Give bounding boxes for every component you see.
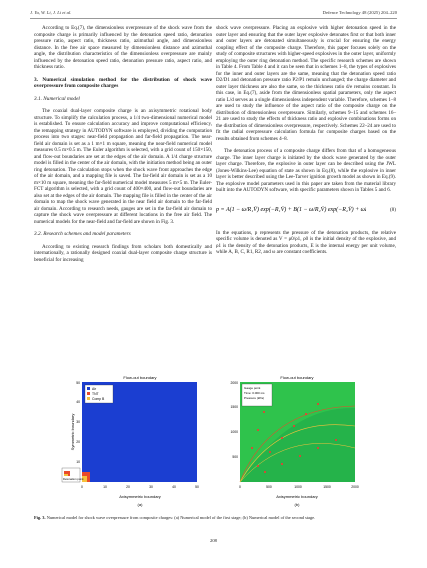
page-number: 208: [210, 538, 217, 543]
svg-text:1500: 1500: [230, 405, 238, 409]
left-boundary-label: Symmetric boundary: [70, 413, 75, 451]
paragraph: According to Eq.(7), the dimensionless overpressure of the shock wave from the composite charge is primarily influenced by the detonation speed ratio, detonation pressure ratio, aspect ratio, thickness ratio, azimuthal angle, and dimensionless distance. In the free air space measured by dimensionless distance and azimuthal angle, the distribution characteristics of the dimensionless overpressure are mainly influenced by the detonation speed ratio, detonation pressure ratio, aspect ratio, and thickness ratio.: [34, 25, 212, 70]
legend-air: Air: [92, 387, 97, 391]
left-column: [34, 25, 212, 269]
figure-caption: [34, 515, 397, 521]
svg-text:10: 10: [103, 485, 107, 489]
detonation-point-label: Detonation point: [63, 477, 84, 481]
paragraph: In the equations, p represents the pressure of the detonation products, the relative specific volume is denoted as V = ρ0/ρ1, ρ0 is the initial density of the explosive, and ρ1 is the density of the detonation products, E is the internal energy per unit volume, while A, B, C, R1, R2, and ω are constant coefficients.: [216, 229, 396, 255]
bottom-boundary-label: Axisymmetric boundary: [119, 494, 161, 499]
svg-text:0: 0: [81, 485, 83, 489]
header-journal: Defence Technology 48 (2025) 204–220: [322, 10, 397, 15]
caption-text: Numerical model for shock wave overpressure from composite charges: (a) Numerical model of the first stage; (b) Numerical model of the second stage.: [45, 515, 316, 520]
top-boundary-label: Flow-out boundary: [280, 375, 314, 380]
paragraph: The coaxial dual-layer composite charge is an axisymmetric rotational body structure. To simplify the calculation process, a 1/4 two-dimensional numerical model is established. To ensure calculation accuracy and improve computational efficiency, the remapping strategy in AUTODYN software is employed, dividing the computation process into two stages: near-field propagation and far-field propagation. The near-field air domain is set as a 1 m×1 m square, meaning the near-field numerical model measures 0.5 m×0.5 m. The Euler algorithm is selected, with a grid count of 150×150, and flow-out boundaries are set at the edges of the air domain. A 1/4 charge structure model is filled in the center of the air domain, with the initiation method being an outer ring detonation. The calculation stops when the shock wave front approaches the edge of the air domain, and a mapping file is saved. The far-field air domain is set as a 10 m×10 m square, meaning the far-field numerical model measures 5 m×5 m. The Euler-FCT algorithm is selected, with a grid count of 400×400, and flow-out boundaries are also set at the edges of the air domain. The mapping file is filled in the center of the air domain to map the shock wave generated in the near field air domain to the far-field air domain. According to research needs, gauges are set in the far-field air domain to capture the shock wave overpressure at different locations in the free air field. The numerical models for the near-field and far-field are shown in Fig. 3.: [34, 108, 212, 225]
paragraph: According to existing research findings from scholars both domestically and internationally, a rationally designed coaxial dual-layer composite charge structure is beneficial for increasing: [34, 243, 212, 263]
subsection-heading: 3.2. Research schemes and model parameters: [34, 231, 131, 238]
top-boundary-label: Flow-out boundary: [123, 375, 157, 380]
svg-text:20: 20: [126, 485, 130, 489]
legend-gauge: Gauge point: [244, 386, 261, 390]
svg-text:10: 10: [76, 460, 80, 464]
svg-text:1000: 1000: [230, 430, 238, 434]
section-heading: 3. Numerical simulation method for the distribution of shock wave overpressure from composite charges: [34, 76, 212, 90]
running-header: [30, 10, 397, 20]
right-column: [216, 25, 396, 262]
x-ticks: [81, 485, 199, 489]
figure-panel-b: [220, 368, 370, 508]
svg-text:2000: 2000: [230, 381, 238, 385]
svg-text:30: 30: [149, 485, 153, 489]
svg-text:500: 500: [266, 485, 272, 489]
figure-3: [60, 368, 370, 508]
caption-label: Fig. 3.: [34, 515, 46, 520]
svg-text:p = A(1 − ω/R₁V̄) exp(−R₁V̄) +: p = A(1 − ω/R₁V̄) exp(−R₁V̄) + B(1 − ω/R₂V̄) exp(−R₂V̄) + ωE/V̄: [216, 207, 366, 214]
equation-number: (8): [389, 207, 396, 214]
header-rule: [30, 18, 397, 19]
svg-text:1000: 1000: [294, 485, 302, 489]
y-ticks: [230, 381, 238, 459]
svg-text:40: 40: [172, 485, 176, 489]
figure-panel-a: [60, 368, 210, 508]
svg-text:0: 0: [239, 485, 241, 489]
y-ticks: [76, 381, 80, 464]
subsection-heading: 3.1. Numerical model: [34, 95, 80, 102]
panel-tag: (b): [294, 502, 300, 507]
svg-text:20: 20: [76, 440, 80, 444]
svg-text:50: 50: [195, 485, 199, 489]
legend-pressure: Pressure (kPa): [244, 396, 265, 400]
paragraph: The detonation process of a composite charge differs from that of a homogeneous charge. The inner layer charge is initiated by the shock wave generated by the outer layer charge. Therefore, the explosive in outer layer can be described using the JWL (Jones-Wilkins-Lee) equation of state as shown in Eq.(8), while the explosive in inner layer is better described using the Lee-Tarver ignition growth model as shown in Eq.(9). The explosive model parameters used in this paper are taken from the material library built into the AUTODYN software, with specific parameters shown in Tables 5 and 6.: [216, 148, 396, 193]
svg-text:30: 30: [76, 420, 80, 424]
header-authors: J. Yu, W. Li, J. Li et al.: [30, 10, 72, 15]
equation-8: [216, 200, 396, 222]
svg-text:2000: 2000: [351, 485, 359, 489]
legend-compb: Comp B: [92, 397, 105, 401]
jwl-formula: [216, 198, 390, 223]
legend-tnt: TNT: [92, 392, 99, 396]
x-ticks: [239, 485, 359, 489]
svg-text:1500: 1500: [323, 485, 331, 489]
svg-text:500: 500: [232, 455, 238, 459]
legend-time: Time: 0.000 ms: [244, 391, 265, 395]
svg-text:40: 40: [76, 400, 80, 404]
paragraph: shock wave overpressure. Placing an explosive with higher detonation speed in the outer layer and ensuring that the outer layer explosive detonates first or that both inner and outer layers are detonated simultaneously is crucial for ensuring the energy coupling effect of the composite charge. Therefore, this paper focuses solely on the study of composite structures with higher-speed explosives in the outer layer, uniformly employing the outer ring detonation method. The specific research schemes are shown in Table 4. From Table 4 and it can be seen that in schemes 1–8, the types of explosives for the inner and outer layers are the same, meaning that the detonation speed ratio D2/D1 and detonation pressure ratio P2/P1 remain unchanged; the charge diameter and outer layer thickness are also the same, so the thickness ratio d/e remains constant. In this case, in Eq.(7), aside from the dimensionless spatial parameters, only the aspect ratio L/d serves as a single dimensionless independent variable. Therefore, schemes 1–8 are used to study the influence of the aspect ratio of the composite charge on the distribution of dimensionless overpressure. Similarly, schemes 9–15 and schemes 16–21 are used to study the effects of thickness ratio and explosive combinations forms on the distribution of dimensionless overpressure, respectively. Schemes 22–24 are used to fit the radial overpressure calculation formula for composite charges based on the results obtained from schemes 4–8.: [216, 25, 396, 142]
svg-text:50: 50: [76, 381, 80, 385]
bottom-boundary-label: Axisymmetric boundary: [276, 494, 318, 499]
panel-tag: (a): [137, 502, 143, 507]
